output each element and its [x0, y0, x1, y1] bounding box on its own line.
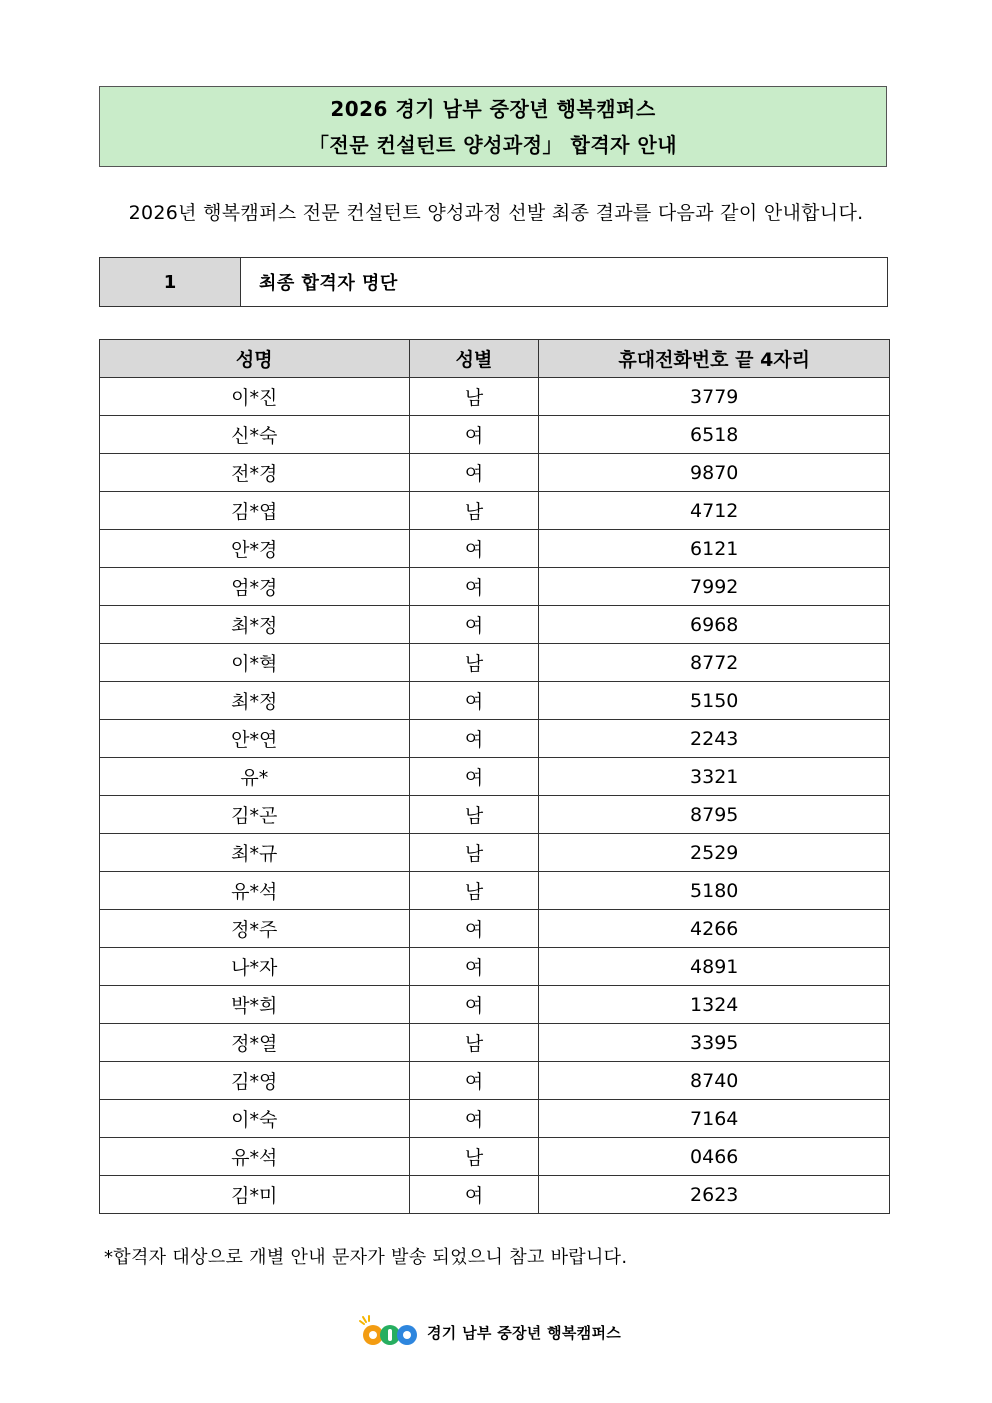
row-gender: 여 [409, 1100, 539, 1138]
row-gender: 여 [409, 682, 539, 720]
row-phone-last4: 4891 [539, 948, 890, 986]
row-gender: 여 [409, 986, 539, 1024]
row-name: 정*열 [100, 1024, 410, 1062]
table-row [100, 1062, 890, 1100]
row-name: 박*희 [100, 986, 410, 1024]
table-row [100, 1138, 890, 1176]
row-gender: 남 [409, 1024, 539, 1062]
row-name: 엄*경 [100, 568, 410, 606]
row-phone-last4: 5180 [539, 872, 890, 910]
section-title: 최종 합격자 명단 [259, 273, 398, 294]
logo-text: 경기 남부 중장년 행복캠퍼스 [427, 1323, 622, 1342]
row-gender: 여 [409, 720, 539, 758]
row-gender: 여 [409, 758, 539, 796]
row-gender: 여 [409, 530, 539, 568]
row-name: 신*숙 [100, 416, 410, 454]
row-gender: 남 [409, 834, 539, 872]
footer-logo [357, 1315, 621, 1349]
intro-text: 2026년 행복캠퍼스 전문 컨설턴트 양성과정 선발 최종 결과를 다음과 같이 안내합니다. [128, 202, 864, 224]
table-row [100, 1176, 890, 1214]
row-phone-last4: 0466 [539, 1138, 890, 1176]
row-gender: 남 [409, 644, 539, 682]
row-name: 이*혁 [100, 644, 410, 682]
row-phone-last4: 6518 [539, 416, 890, 454]
row-gender: 여 [409, 606, 539, 644]
row-gender: 남 [409, 378, 539, 416]
table-row [100, 454, 890, 492]
row-name: 김*영 [100, 1062, 410, 1100]
header-phone-last4: 휴대전화번호 끝 4자리 [539, 340, 890, 378]
row-phone-last4: 2623 [539, 1176, 890, 1214]
table-row [100, 682, 890, 720]
table-row [100, 910, 890, 948]
row-name: 김*엽 [100, 492, 410, 530]
row-phone-last4: 7164 [539, 1100, 890, 1138]
table-row [100, 530, 890, 568]
row-phone-last4: 2529 [539, 834, 890, 872]
header-gender: 성별 [409, 340, 539, 378]
row-name: 전*경 [100, 454, 410, 492]
row-name: 유*석 [100, 1138, 410, 1176]
row-phone-last4: 8795 [539, 796, 890, 834]
row-gender: 여 [409, 1062, 539, 1100]
row-phone-last4: 4266 [539, 910, 890, 948]
document-title-box [99, 86, 887, 167]
table-row [100, 834, 890, 872]
row-gender: 여 [409, 416, 539, 454]
row-name: 최*정 [100, 606, 410, 644]
row-phone-last4: 4712 [539, 492, 890, 530]
footnote: *합격자 대상으로 개별 안내 문자가 발송 되었으니 참고 바랍니다. [104, 1247, 628, 1268]
header-name: 성명 [100, 340, 410, 378]
table-row [100, 986, 890, 1024]
row-name: 이*숙 [100, 1100, 410, 1138]
row-gender: 여 [409, 948, 539, 986]
row-phone-last4: 6121 [539, 530, 890, 568]
section-number: 1 [100, 258, 241, 306]
row-gender: 남 [409, 872, 539, 910]
row-phone-last4: 9870 [539, 454, 890, 492]
row-name: 정*주 [100, 910, 410, 948]
row-gender: 여 [409, 910, 539, 948]
campus-logo-icon [357, 1315, 421, 1349]
section-heading [99, 257, 888, 307]
table-row [100, 1100, 890, 1138]
table-row [100, 758, 890, 796]
table-row [100, 568, 890, 606]
row-phone-last4: 5150 [539, 682, 890, 720]
row-phone-last4: 1324 [539, 986, 890, 1024]
table-row [100, 948, 890, 986]
table-row [100, 720, 890, 758]
row-phone-last4: 3779 [539, 378, 890, 416]
table-row [100, 492, 890, 530]
passers-table [99, 339, 890, 1214]
row-gender: 여 [409, 1176, 539, 1214]
row-phone-last4: 3395 [539, 1024, 890, 1062]
row-phone-last4: 8740 [539, 1062, 890, 1100]
row-phone-last4: 6968 [539, 606, 890, 644]
row-gender: 남 [409, 796, 539, 834]
row-name: 나*자 [100, 948, 410, 986]
row-name: 안*연 [100, 720, 410, 758]
table-row [100, 378, 890, 416]
row-name: 김*곤 [100, 796, 410, 834]
table-row [100, 606, 890, 644]
table-row [100, 1024, 890, 1062]
row-name: 이*진 [100, 378, 410, 416]
row-name: 최*정 [100, 682, 410, 720]
row-phone-last4: 2243 [539, 720, 890, 758]
row-gender: 남 [409, 492, 539, 530]
row-phone-last4: 3321 [539, 758, 890, 796]
table-row [100, 872, 890, 910]
row-name: 최*규 [100, 834, 410, 872]
table-row [100, 796, 890, 834]
title-line-2: 「전문 컨설턴트 양성과정」 합격자 안내 [308, 132, 678, 157]
table-row [100, 416, 890, 454]
row-gender: 남 [409, 1138, 539, 1176]
row-name: 유*석 [100, 872, 410, 910]
row-name: 유* [100, 758, 410, 796]
row-name: 안*경 [100, 530, 410, 568]
title-line-1: 2026 경기 남부 중장년 행복캠퍼스 [330, 96, 656, 121]
table-row [100, 644, 890, 682]
row-gender: 여 [409, 568, 539, 606]
row-phone-last4: 7992 [539, 568, 890, 606]
table-header-row [100, 340, 890, 378]
row-gender: 여 [409, 454, 539, 492]
row-name: 김*미 [100, 1176, 410, 1214]
row-phone-last4: 8772 [539, 644, 890, 682]
